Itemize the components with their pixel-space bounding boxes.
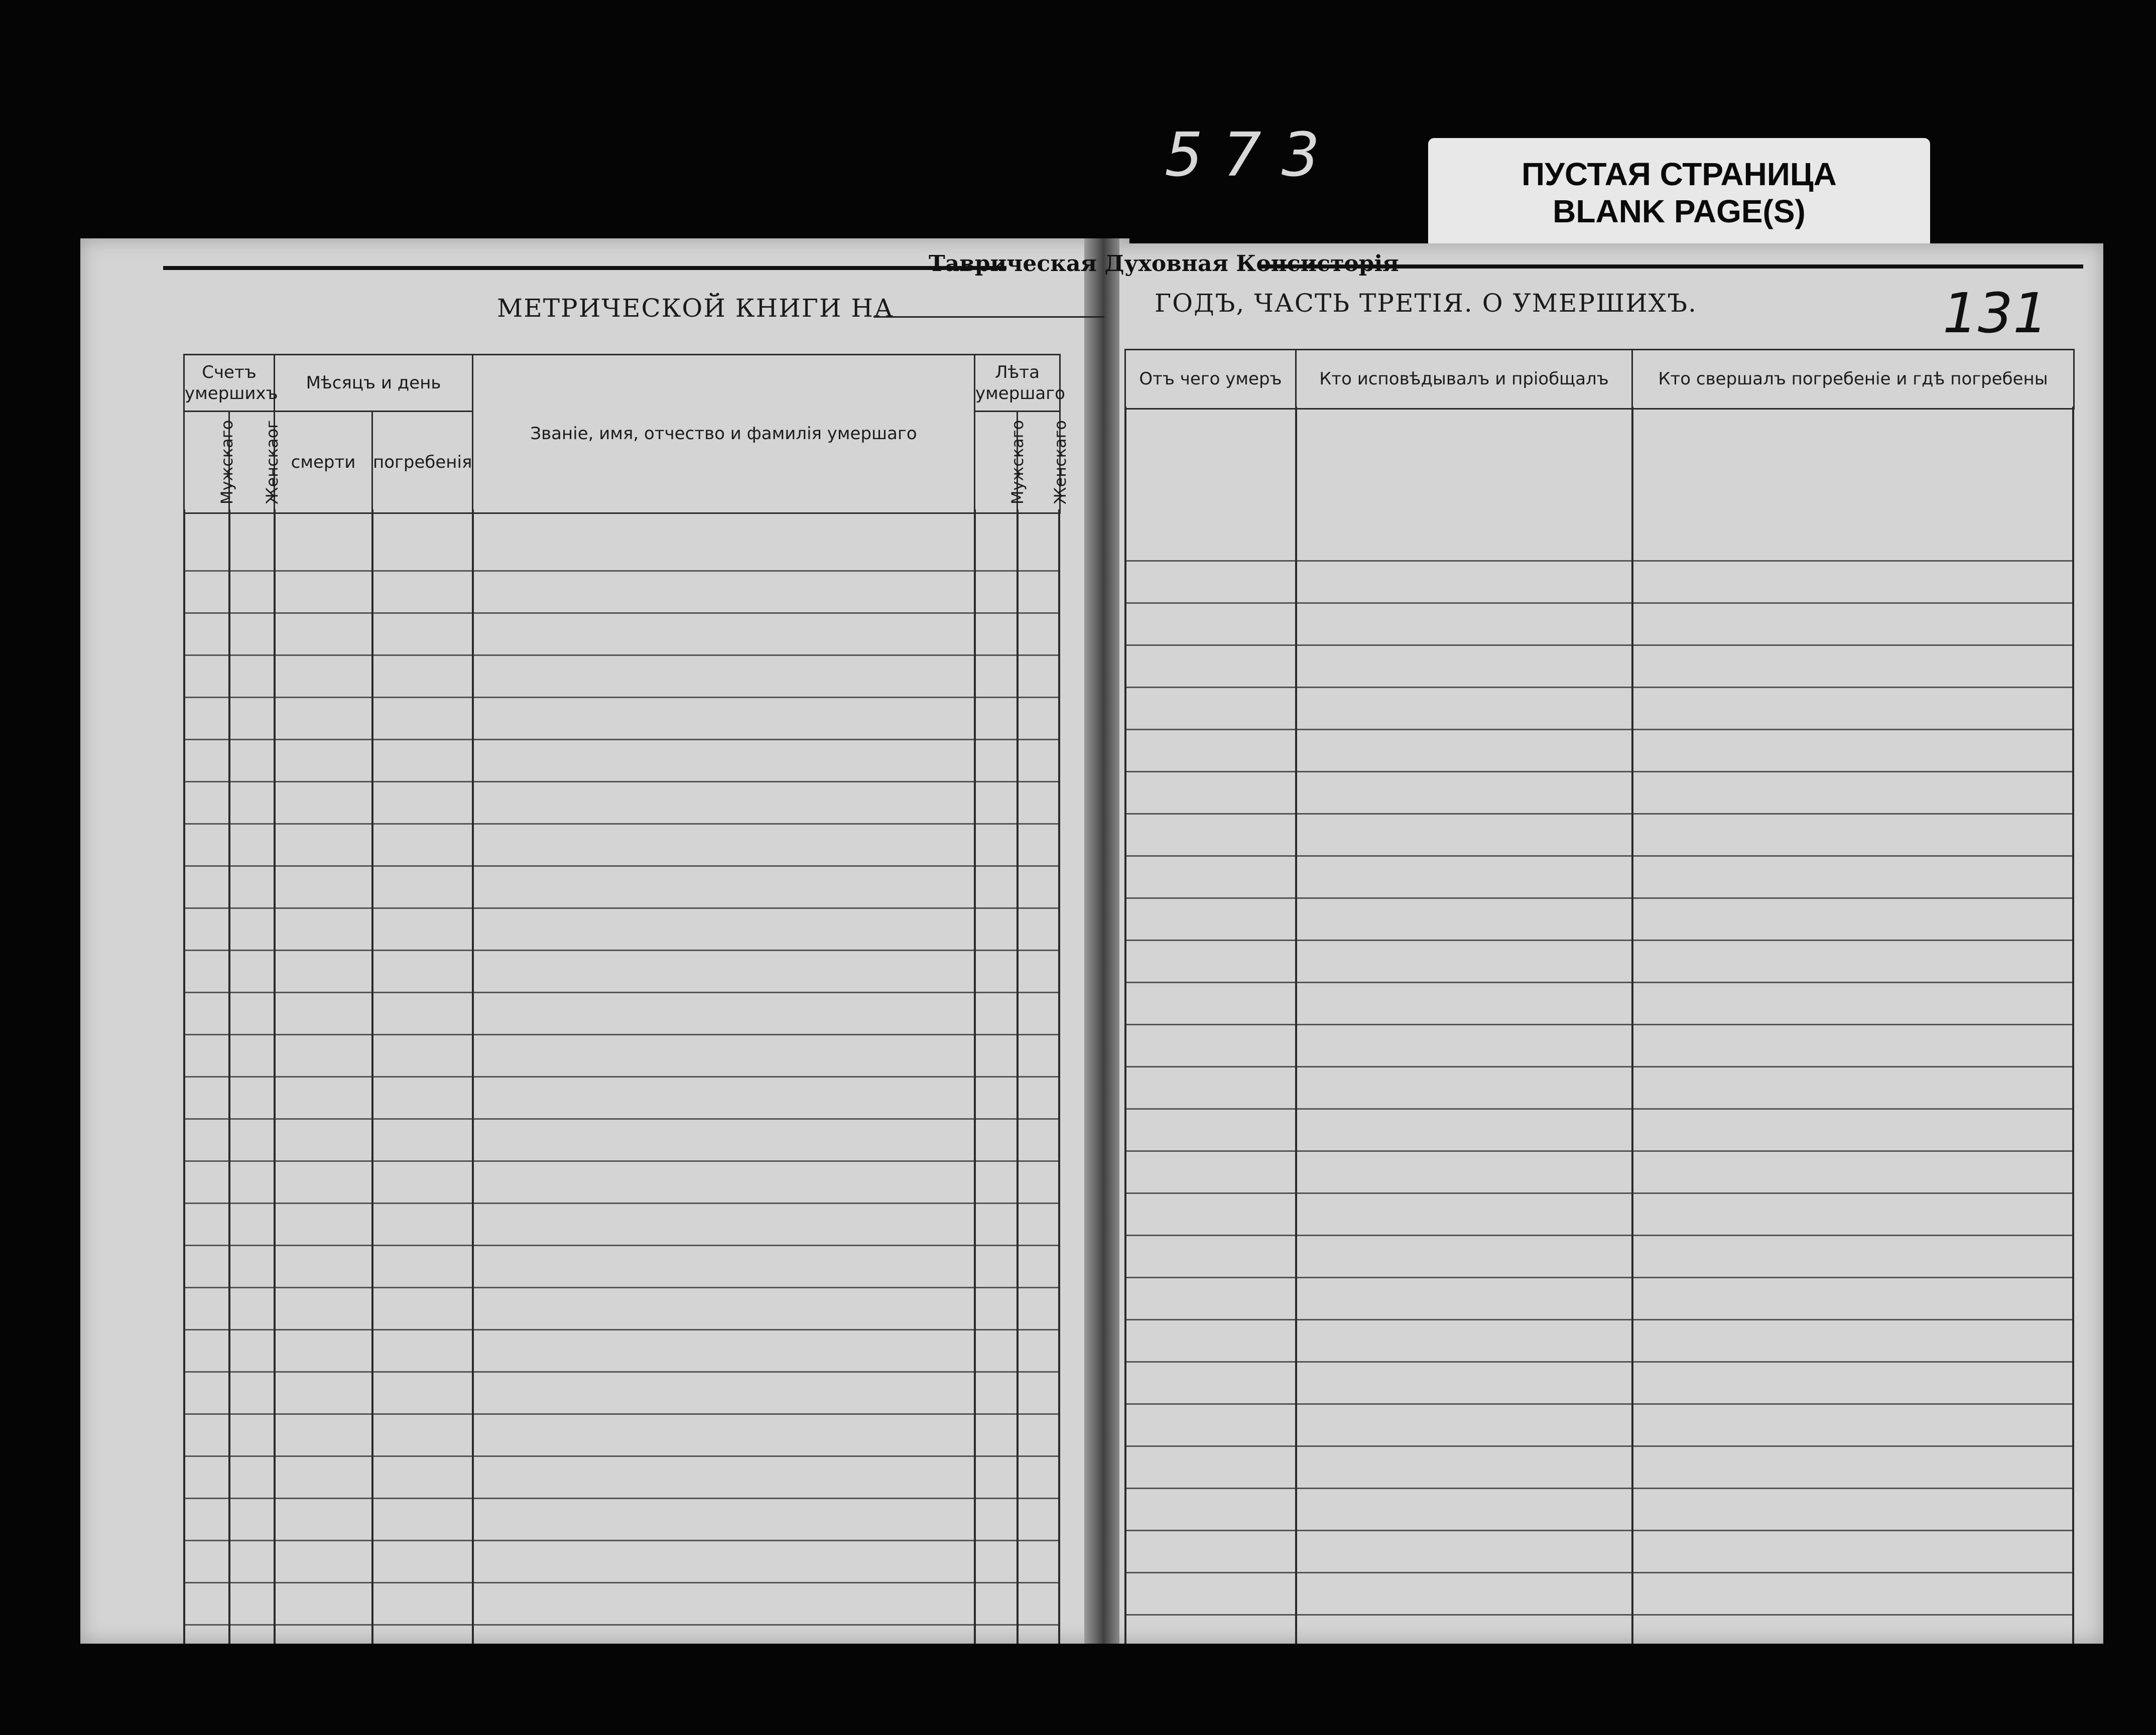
death-date-header: смерти bbox=[275, 412, 372, 513]
consistory-stamp: Таврическая Духовная Консисторія bbox=[929, 251, 1399, 277]
title-left: МЕТРИЧЕСКОЙ КНИГИ НА bbox=[497, 294, 894, 323]
year-blank-line bbox=[873, 316, 1104, 318]
title-right: ГОДЪ, ЧАСТЬ ТРЕТІЯ. О УМЕРШИХЪ. bbox=[1155, 289, 1697, 318]
left-col-line-3 bbox=[274, 509, 276, 1644]
cause-header: Отъ чего умеръ bbox=[1125, 350, 1296, 409]
left-ruled-rows bbox=[183, 529, 1059, 1644]
blank-page-label-en: BLANK PAGE(S) bbox=[1553, 193, 1806, 229]
left-col-line-6 bbox=[974, 509, 976, 1644]
male-count-header: Мужскаго bbox=[184, 412, 229, 513]
count-dead-header: Счетъ умершихъ bbox=[184, 355, 275, 412]
left-col-line-4 bbox=[371, 509, 373, 1644]
month-day-header: Мѣсяцъ и день bbox=[275, 355, 473, 412]
register-book-spread bbox=[75, 228, 2083, 1664]
age-male-header: Мужскаго bbox=[975, 412, 1018, 513]
left-col-line-2 bbox=[228, 509, 230, 1644]
right-register-table bbox=[1124, 349, 2075, 410]
name-header: Званіе, имя, отчество и фамилія умершаго bbox=[473, 355, 975, 513]
left-col-line-8 bbox=[1058, 509, 1060, 1644]
archive-sheet-number: 573 bbox=[1165, 120, 1340, 190]
right-col-line-4 bbox=[2072, 407, 2074, 1644]
book-gutter bbox=[1084, 238, 1119, 1644]
burial-by-header: Кто свершалъ погребеніе и гдѣ погребены bbox=[1632, 350, 2074, 409]
left-col-line-7 bbox=[1017, 509, 1019, 1644]
left-col-line-5 bbox=[472, 509, 474, 1644]
burial-date-header: погребенія bbox=[372, 412, 473, 513]
page-number: 131 bbox=[1943, 281, 2048, 345]
header-rule-left bbox=[163, 266, 1006, 270]
left-register-table bbox=[183, 354, 1070, 514]
right-col-line-3 bbox=[1631, 407, 1633, 1644]
female-count-header: Женскаог bbox=[229, 412, 275, 513]
age-header: Лѣта умершаго bbox=[975, 355, 1060, 412]
right-col-line-2 bbox=[1295, 407, 1297, 1644]
age-female-header: Женскаго bbox=[1018, 412, 1060, 513]
right-col-line-1 bbox=[1124, 407, 1126, 1644]
right-ruled-rows bbox=[1124, 519, 2073, 1644]
blank-page-label-ru: ПУСТАЯ СТРАНИЦА bbox=[1521, 156, 1837, 193]
confessor-header: Кто исповѣдывалъ и пріобщалъ bbox=[1296, 350, 1632, 409]
left-col-line-1 bbox=[183, 509, 185, 1644]
